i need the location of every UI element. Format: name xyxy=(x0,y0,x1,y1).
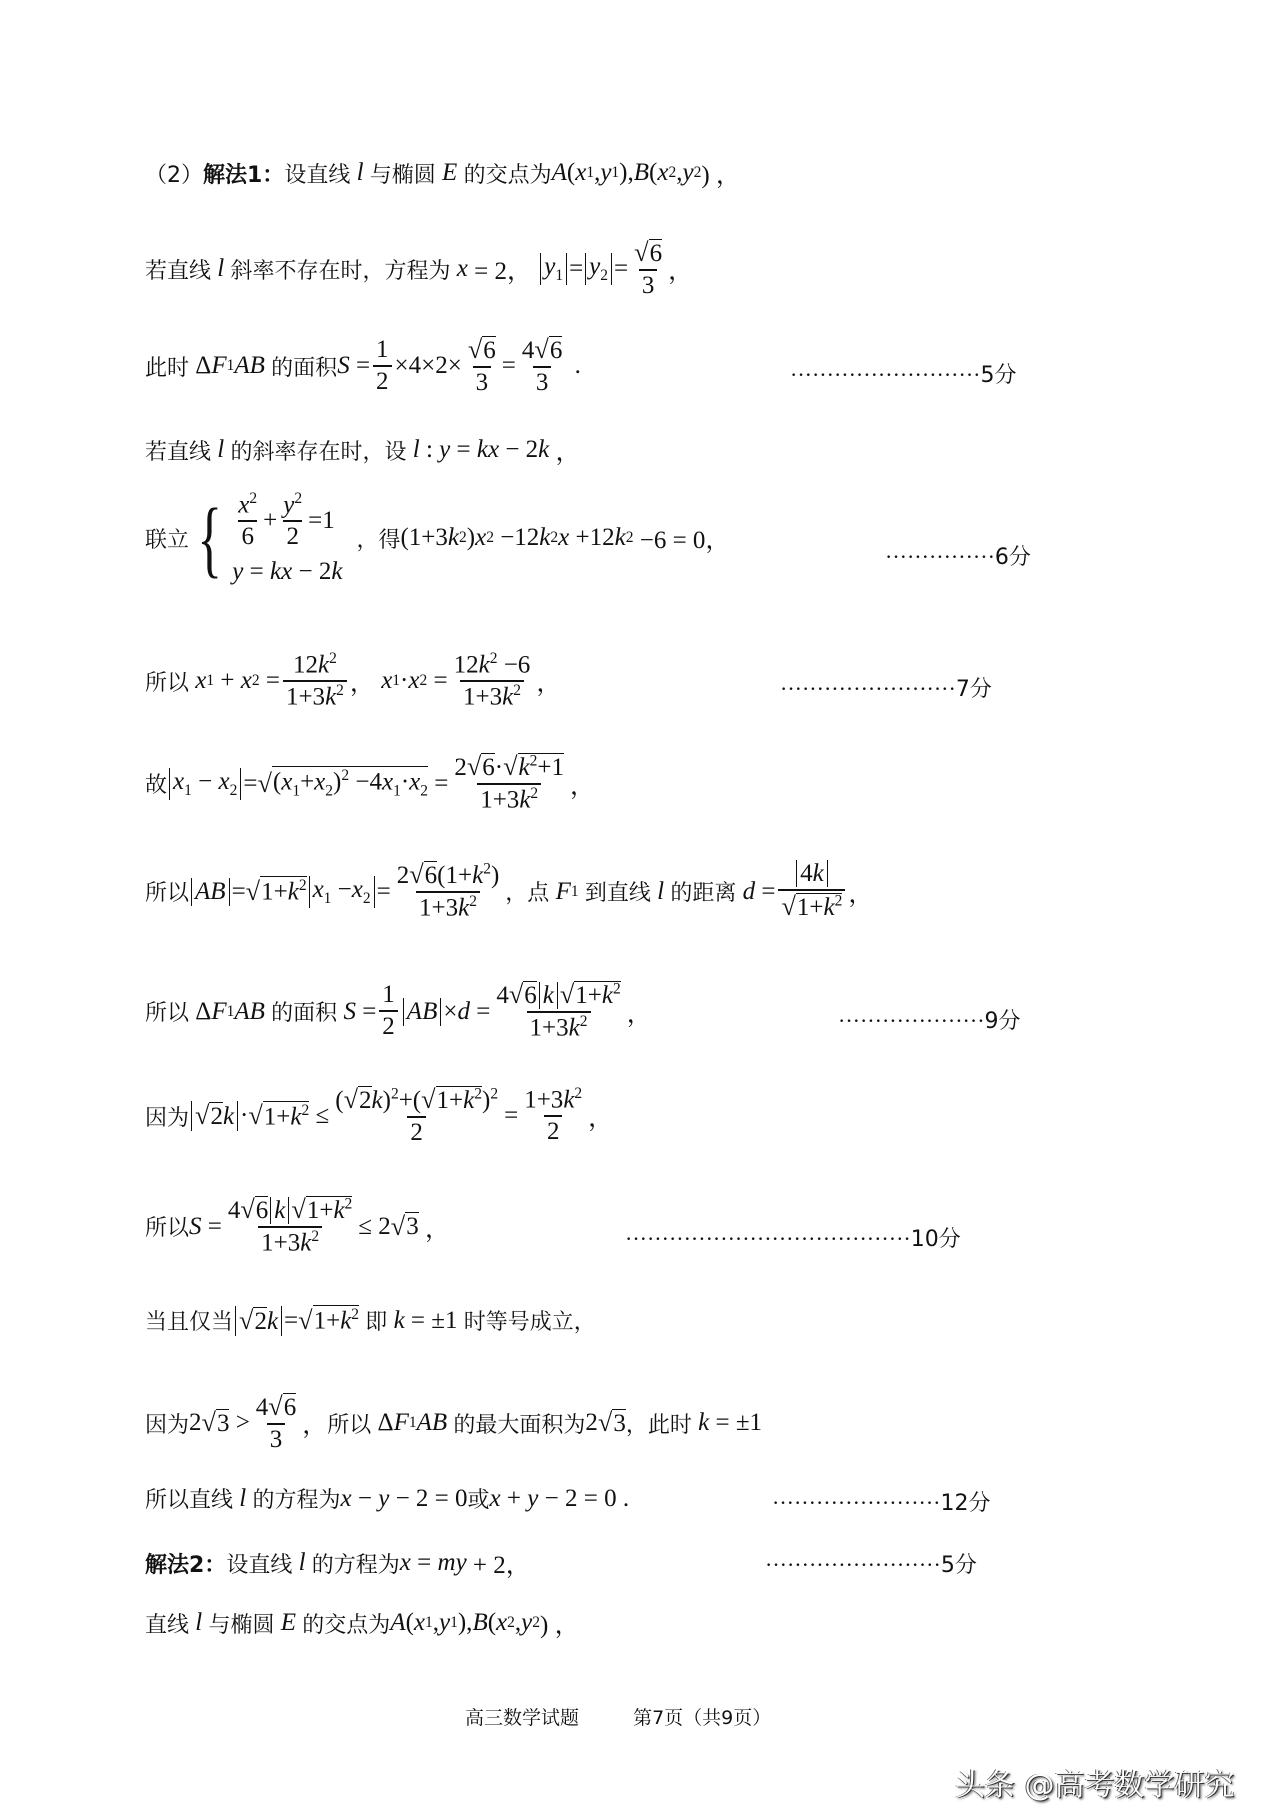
score-leader: ·······································10分 xyxy=(625,1226,961,1252)
text: 若直线 xyxy=(145,439,212,465)
text: 的最大面积为 xyxy=(453,1412,586,1438)
text: 直线 xyxy=(189,1488,234,1513)
text: 的方程为 xyxy=(252,1488,341,1513)
page-number: 第7页（共9页） xyxy=(633,1707,772,1729)
text: 所以 xyxy=(145,881,190,907)
text: 直线 xyxy=(145,1612,190,1638)
score-7: 7分 xyxy=(955,677,992,702)
text: ，此时 xyxy=(625,1412,692,1438)
text: 的距离 xyxy=(670,881,737,907)
vieta-formulas: 所以 x 1 + x 2 = $\frac{12k^2}{1+3k^2}$ ， x 1 · x 2 = $\frac{12k^2 -6}{1+3k^2}$ ， xyxy=(145,650,562,711)
score-leader: ·······················12分 xyxy=(772,1490,991,1516)
solution-1-intro: （2） 解法1： 设直线 l 与椭圆 E 的交点为 A ( x 1 , y 1 ), B ( x 2 , y 2 ) ， xyxy=(145,159,741,189)
score-9: 9分 xyxy=(984,1009,1021,1034)
text: 的斜率存在时，设 xyxy=(230,439,407,465)
text: 故 xyxy=(145,773,168,799)
triangle-area-formula: 所以 Δ F 1 AB 的面积 S = $\frac{1}{2}$ AB × d = $\frac{4√6 k √1+k^2}{1+3k^2}$ ， xyxy=(145,980,652,1042)
text: 斜率不存在时，方程为 xyxy=(230,258,451,284)
text: 或 xyxy=(467,1488,490,1513)
text: 所以 xyxy=(145,670,190,696)
score-leader: ························7分 xyxy=(780,676,992,702)
text: 此时 xyxy=(145,355,190,381)
equality-condition: 当且仅当 √2k = √ $1+k^2$ 即 k = ±1 时等号成立， xyxy=(145,1305,596,1335)
text: 若直线 xyxy=(145,258,212,284)
text: 到直线 xyxy=(584,881,651,907)
subject-label: 高三数学试题 xyxy=(465,1707,580,1729)
watermark: 头条 @高考数学研究 xyxy=(955,1768,1235,1803)
score-leader: ························5分 xyxy=(765,1552,977,1578)
text: 设直线 xyxy=(226,1552,293,1578)
text: 即 xyxy=(365,1310,388,1335)
chord-length-and-distance: 所以 AB = √ $1+k^2$ $x_1 -x_2$ = $\frac{2√6(1+k^2)}{1+3k^2}$ ，点 F 1 到直线 l 的距离 d = $\frac{4k}{√1+k^2}$ ， xyxy=(145,860,874,922)
score-6: 6分 xyxy=(994,545,1031,570)
text: 所以 xyxy=(145,1488,190,1513)
text: 所以 xyxy=(145,1001,190,1027)
text: 的交点为 xyxy=(302,1612,391,1638)
page-footer xyxy=(465,1703,819,1730)
text: 当且仅当 xyxy=(145,1310,234,1335)
brace-icon: { xyxy=(197,490,223,587)
text: 所以 xyxy=(327,1412,372,1438)
line-equations: 所以 直线 l 的方程为 x − y − 2 = 0 或 x + y − 2 = 0 . xyxy=(145,1484,630,1513)
part-number: （2） xyxy=(145,162,203,188)
area-vertical-case: 此时 Δ F 1 AB 的面积 S = $\frac{1}{2}$ ×4×2× $\frac{√6}{3}$ = $\frac{4√6}{3}$ . xyxy=(145,335,581,396)
text: 设直线 xyxy=(284,162,351,188)
text: 的方程为 xyxy=(311,1552,400,1578)
text: 所以 xyxy=(145,1216,190,1242)
score-leader: ····················9分 xyxy=(838,1008,1021,1034)
text: 因为 xyxy=(145,1412,190,1438)
x-difference: 故 $x_1 - x_2$ = √ $(x_1+x_2)^2 -4x_1\cdot x_2$ = $\frac{2√6\cdot√k^2+1}{1+3k^2}$ ， xyxy=(145,752,596,814)
slope-undefined-case: 若直线 l 斜率不存在时，方程为 x = 2， $y_1$ = $y_2$ = $\frac{√6}{3}$ ， xyxy=(145,238,694,299)
score-leader: ···············6分 xyxy=(885,544,1031,570)
score-5: 5分 xyxy=(980,363,1017,388)
score-leader: ··························5分 xyxy=(790,362,1017,388)
text: 的交点为 xyxy=(463,162,552,188)
text: 与椭圆 xyxy=(369,162,436,188)
score-5b: 5分 xyxy=(940,1553,977,1578)
text: ，得 xyxy=(356,527,401,553)
text: 联立 xyxy=(145,527,190,553)
system-of-equations: 联立 { $\frac{x^2}{6}$ + $\frac{y^2}{2}$ =1 y = kx − 2k ，得 (1+3 k 2 ) x 2 −12 k 2 x +12 k 2 −6 = 0， xyxy=(145,490,731,587)
slope-exists-case: 若直线 l 的斜率存在时，设 l : y = kx − 2 k ， xyxy=(145,436,581,466)
score-10: 10分 xyxy=(910,1227,961,1252)
text: 与椭圆 xyxy=(208,1612,275,1638)
text: 因为 xyxy=(145,1105,190,1131)
area-upper-bound: 所以 S = $\frac{4√6 k √1+k^2}{1+3k^2}$ ≤ 2 √ 3 ， xyxy=(145,1195,450,1257)
method-2-label: 解法2： xyxy=(145,1552,227,1578)
solution-2-intro: 解法2： 设直线 l 的方程为 x = my + 2， xyxy=(145,1549,531,1579)
text: ，点 xyxy=(505,881,550,907)
text: 时等号成立， xyxy=(463,1310,596,1335)
score-12: 12分 xyxy=(940,1491,991,1516)
max-area-conclusion: 因为 2 √ 3 > $\frac{4√6}{3}$ ， 所以 Δ F 1 AB 的最大面积为 2 √ 3 ，此时 k = ±1 xyxy=(145,1392,763,1453)
text: 的面积 xyxy=(271,355,338,381)
method-1-label: 解法1： xyxy=(203,162,285,188)
am-gm-inequality: 因为 √2k · √ $1+k^2$ ≤ $\frac{(√2k)^2+(√1+k^2)^2}{2}$ = $\frac{1+3k^2}{2}$ ， xyxy=(145,1085,614,1146)
text: 的面积 xyxy=(271,1001,338,1027)
intersection-points: 直线 l 与椭圆 E 的交点为 A ( x 1 , y 1 ), B ( x 2 , y 2 ) ， xyxy=(145,1609,580,1639)
